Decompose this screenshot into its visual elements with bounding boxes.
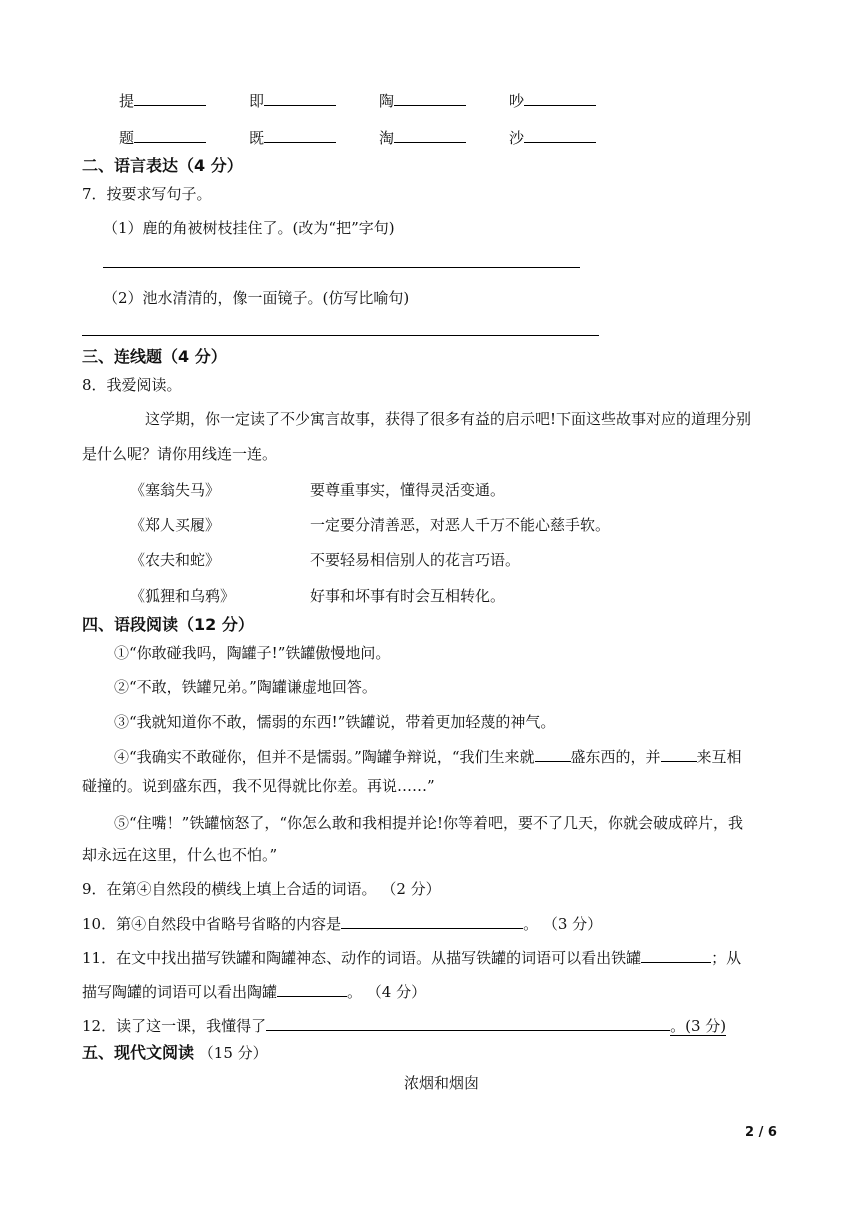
question-8: 8．我爱阅读。 <box>82 376 182 394</box>
answer-blank[interactable] <box>277 981 347 997</box>
intro-text: 是什么呢？请你用线连一连。 <box>82 445 278 463</box>
answer-blank[interactable] <box>264 90 336 106</box>
word-row-1 <box>509 90 596 111</box>
word-row-1 <box>379 90 466 111</box>
answer-blank[interactable] <box>134 90 206 106</box>
word-row-1 <box>119 90 206 111</box>
paragraph: 碰撞的。说到盛东西，我不见得就比你差。再说……” <box>82 777 435 795</box>
word: 既 <box>249 129 265 147</box>
question-12: 12．读了这一课，我懂得了 。(3 分) <box>82 1017 727 1035</box>
moral-text[interactable]: 要尊重事实，懂得灵活变通。 <box>310 481 506 499</box>
answer-blank[interactable] <box>341 913 523 929</box>
section-title: 二、语言表达（4 分） <box>82 156 243 175</box>
paragraph: ③“我就知道你不敢，懦弱的东西!”铁罐说，带着更加轻蔑的神气。 <box>114 713 556 731</box>
answer-blank[interactable] <box>524 127 596 143</box>
word-row-2 <box>509 127 596 148</box>
intro-text: 这学期，你一定读了不少寓言故事，获得了很多有益的启示吧!下面这些故事对应的道理分别 <box>145 410 752 428</box>
moral-text[interactable]: 好事和坏事有时会互相转化。 <box>310 587 506 605</box>
fill-blank[interactable] <box>661 746 697 762</box>
word-row-2 <box>119 127 206 148</box>
moral-text[interactable]: 不要轻易相信别人的花言巧语。 <box>310 551 521 569</box>
paragraph: ④“我确实不敢碰你，但并不是懦弱。”陶罐争辩说，“我们生来就 盛东西的，并 来互相 <box>114 748 742 766</box>
answer-line[interactable] <box>82 335 599 336</box>
section-title: 五、现代文阅读 <box>82 1043 195 1062</box>
question-9: 9．在第④自然段的横线上填上合适的词语。 （2 分） <box>82 880 441 898</box>
question-10: 10．第④自然段中省略号省略的内容是 。 （3 分） <box>82 915 603 933</box>
answer-blank[interactable] <box>266 1015 670 1031</box>
word-row-1 <box>249 90 336 111</box>
section-score: （15 分） <box>198 1044 268 1062</box>
paragraph: 却永远在这里，什么也不怕。” <box>82 846 278 864</box>
word: 沙 <box>509 129 525 147</box>
answer-blank[interactable] <box>134 127 206 143</box>
paragraph: ①“你敢碰我吗，陶罐子!”铁罐傲慢地问。 <box>114 644 391 662</box>
story-title[interactable]: 《塞翁失马》 <box>130 481 221 499</box>
answer-line[interactable] <box>103 267 580 268</box>
section-title: 三、连线题（4 分） <box>82 347 227 366</box>
answer-blank[interactable] <box>394 127 466 143</box>
page-number: 2 / 6 <box>745 1125 777 1140</box>
word: 题 <box>119 129 135 147</box>
story-title[interactable]: 《郑人买履》 <box>130 516 221 534</box>
story-title[interactable]: 《农夫和蛇》 <box>130 551 221 569</box>
question-7-1: （1）鹿的角被树枝挂住了。(改为“把”字句) <box>103 219 395 237</box>
moral-text[interactable]: 一定要分清善恶，对恶人千万不能心慈手软。 <box>310 516 611 534</box>
answer-blank[interactable] <box>524 90 596 106</box>
story-title[interactable]: 《狐狸和乌鸦》 <box>130 587 236 605</box>
question-11-cont: 描写陶罐的词语可以看出陶罐 。 （4 分） <box>82 983 427 1001</box>
answer-blank[interactable] <box>641 947 711 963</box>
word: 淘 <box>379 129 395 147</box>
question-7-2: （2）池水清清的，像一面镜子。(仿写比喻句) <box>103 289 410 307</box>
section-title: 四、语段阅读（12 分） <box>82 615 254 634</box>
question-11: 11．在文中找出描写铁罐和陶罐神态、动作的词语。从描写铁罐的词语可以看出铁罐 ；从 <box>82 949 742 967</box>
answer-blank[interactable] <box>394 90 466 106</box>
paragraph: ⑤“住嘴！”铁罐恼怒了，“你怎么敢和我相提并论!你等着吧，要不了几天，你就会破成碎片，我 <box>114 814 744 832</box>
word-row-2 <box>249 127 336 148</box>
word: 吵 <box>509 92 525 110</box>
article-title: 浓烟和烟囱 <box>404 1074 480 1092</box>
word-row-2 <box>379 127 466 148</box>
paragraph: ②“不敢，铁罐兄弟。”陶罐谦虚地回答。 <box>114 678 377 696</box>
question-7: 7．按要求写句子。 <box>82 185 212 203</box>
section-5-heading <box>82 1043 268 1063</box>
word: 即 <box>249 92 265 110</box>
fill-blank[interactable] <box>535 746 571 762</box>
answer-blank[interactable] <box>264 127 336 143</box>
word: 提 <box>119 92 135 110</box>
word: 陶 <box>379 92 395 110</box>
